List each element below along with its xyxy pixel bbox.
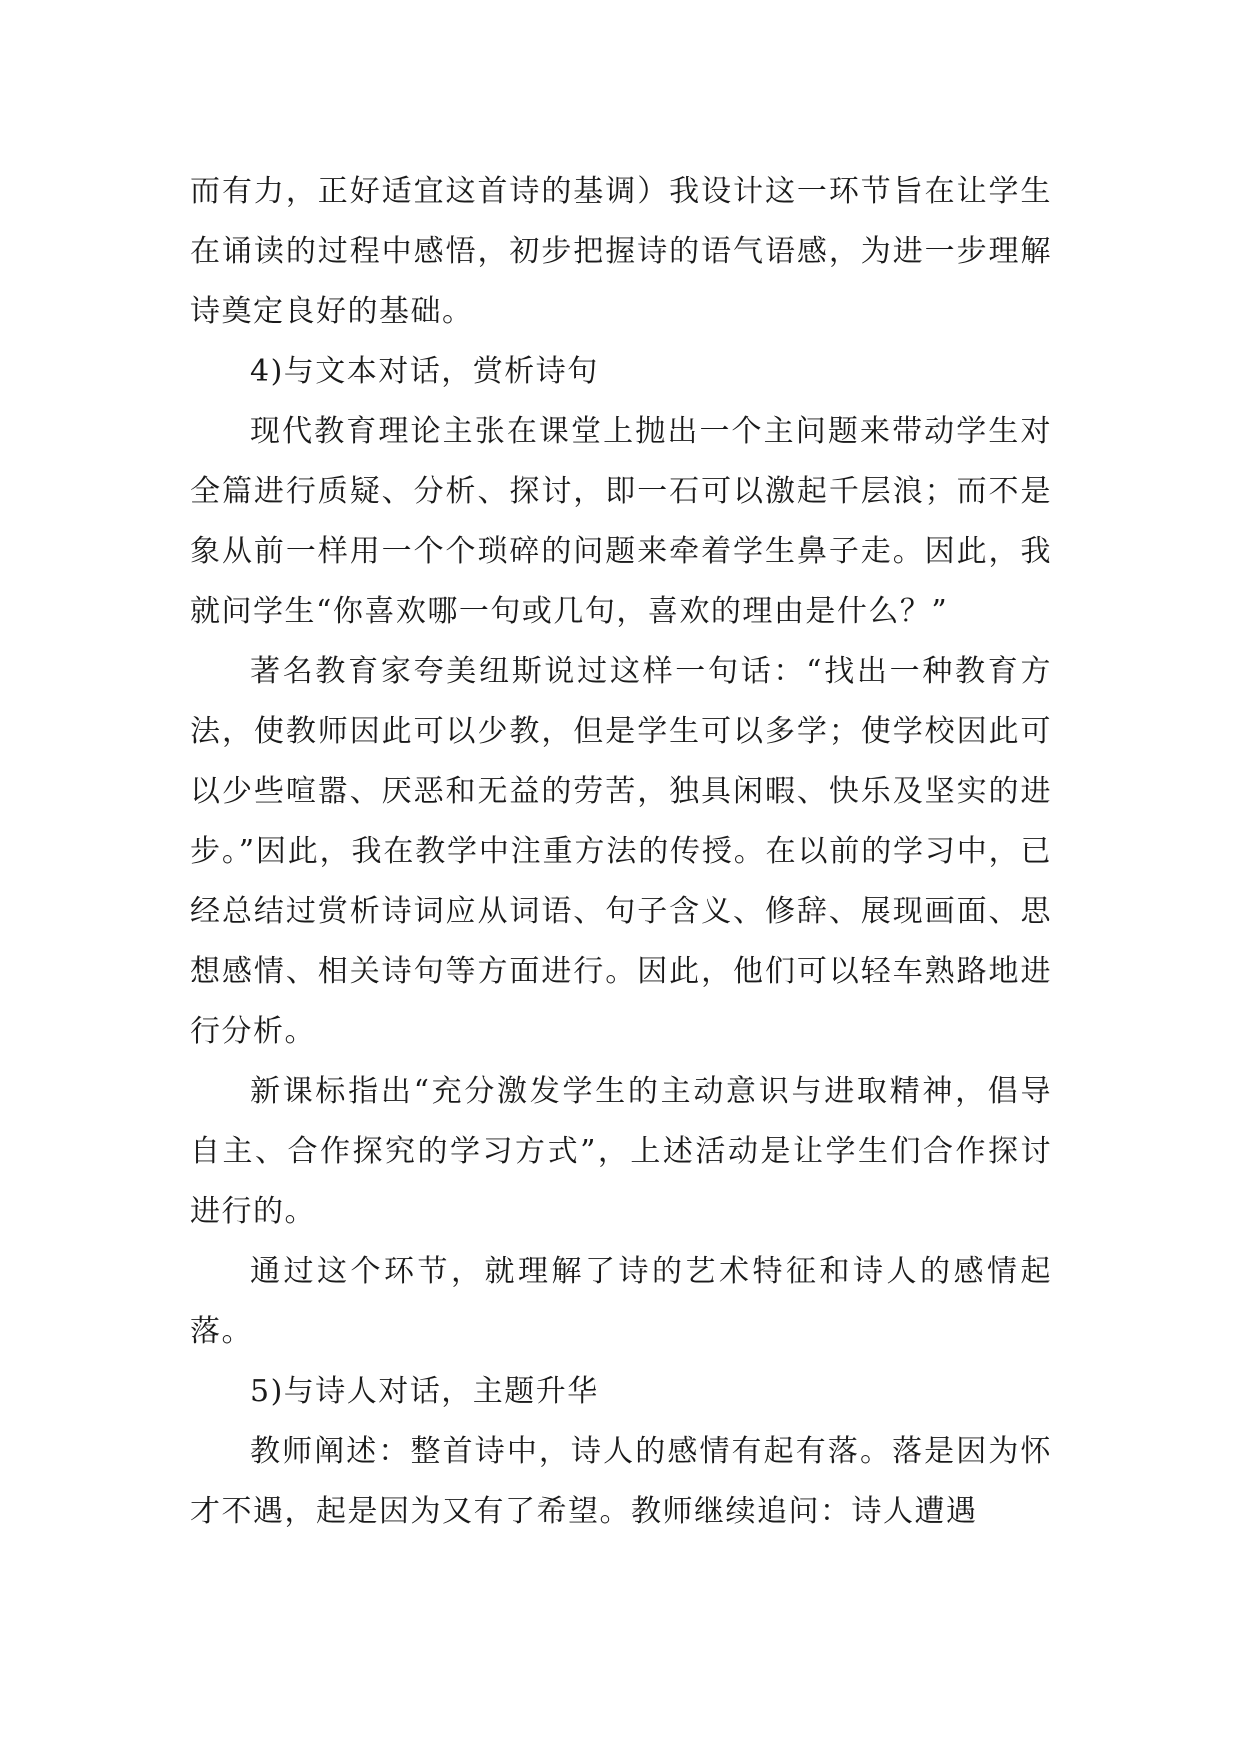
paragraph-teacher-explain: 教师阐述：整首诗中，诗人的感情有起有落。落是因为怀才不遇，起是因为又有了希望。教师继续追问：诗人遭遇	[190, 1434, 1052, 1529]
paragraph-main-question: 现代教育理论主张在课堂上抛出一个主问题来带动学生对全篇进行质疑、分析、探讨，即一石可以激起千层浪；而不是象从前一样用一个个琐碎的问题来牵着学生鼻子走。因此，我就问学生“你喜欢哪一句或几句，喜欢的理由是什么？”	[190, 414, 1052, 629]
section-heading-5: 5)与诗人对话，主题升华	[250, 1374, 599, 1409]
paragraph-comenius-quote: 著名教育家夸美纽斯说过这样一句话：“找出一种教育方法，使教师因此可以少教，但是学生可以多学；使学校因此可以少些喧嚣、厌恶和无益的劳苦，独具闲暇、快乐及坚实的进步。”因此，我在教学中注重方法的传授。在以前的学习中，已经总结过赏析诗词应从词语、句子含义、修辞、展现画面、思想感情、相关诗句等方面进行。因此，他们可以轻车熟路地进行分析。	[190, 654, 1052, 1049]
paragraph-summary: 通过这个环节，就理解了诗的艺术特征和诗人的感情起落。	[190, 1254, 1052, 1349]
paragraph-continued: 而有力，正好适宜这首诗的基调）我设计这一环节旨在让学生在诵读的过程中感悟，初步把握诗的语气语感，为进一步理解诗奠定良好的基础。	[190, 174, 1052, 329]
document-body	[190, 162, 1052, 1542]
paragraph-new-curriculum: 新课标指出“充分激发学生的主动意识与进取精神，倡导自主、合作探究的学习方式”，上述活动是让学生们合作探讨进行的。	[190, 1074, 1052, 1229]
section-heading-4: 4)与文本对话，赏析诗句	[250, 354, 599, 389]
